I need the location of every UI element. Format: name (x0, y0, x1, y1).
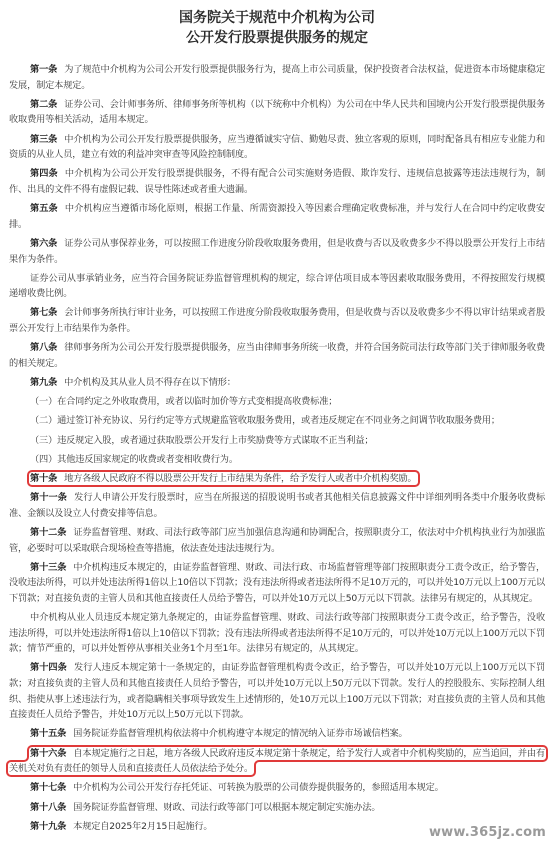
site-watermark: www.365jz.com (428, 825, 546, 840)
highlight-box (9, 748, 545, 775)
article-text: （二）通过签订补充协议、另行约定等方式规避监管收取服务费用，或者违反规定在不同业务之间调节收取服务费用； (30, 415, 500, 427)
article-text: 中介机构为公司公开发行股票提供服务，应当遵循诚实守信、勤勉尽责、独立客观的原则，同时配备具有相应专业能力和资质的从业人员，建立有效的利益冲突审查等风险控制制度。 (9, 133, 545, 161)
article-paragraph (9, 780, 545, 796)
article-paragraph (9, 660, 545, 722)
article-text: 发行人申请公开发行股票时，应当在所报送的招股说明书或者其他相关信息披露文件中详细列明各类中介服务收费标准、金额以及设立人付费安排等信息。 (9, 492, 545, 519)
article-number: 第十一条 (30, 492, 67, 504)
article-text: 证券公司、会计师事务所、律师事务所等机构（以下统称中介机构）为公司在中华人民共和国境内公开发行股票提供服务收取费用等相关活动，适用本规定。 (9, 98, 545, 126)
article-number: 第八条 (30, 342, 58, 354)
article-text: 自本规定施行之日起，地方各级人民政府违反本规定第十条规定，给予发行人或者中介机构奖励的，应当追回，并由有关机关对负有责任的领导人员和直接责任人员依法给予处分。 (9, 747, 546, 775)
article-paragraph (9, 375, 545, 391)
article-number: 第十三条 (30, 561, 67, 573)
article-paragraph (9, 271, 545, 302)
article-number: 第十九条 (30, 820, 67, 832)
article-text: 本规定自2025年2月15日起施行。 (73, 820, 213, 832)
article-paragraph (9, 490, 545, 521)
article-paragraph (9, 610, 545, 657)
article-text: 地方各级人民政府不得以股票公开发行上市结果为条件，给予发行人或者中介机构奖励。 (64, 472, 417, 484)
article-text: 中介机构为公司公开发行股票提供服务，不得有配合公司实施财务造假、欺诈发行、违规信息披露等违法违规行为，制作、出具的文件不得有虚假记载、误导性陈述或者重大遗漏。 (9, 168, 545, 195)
article-text: 中介机构应当遵循市场化原则，根据工作量、所需资源投入等因素合理确定收费标准，并与发行人在合同中约定收费安排。 (9, 203, 545, 230)
article-number: 第十七条 (30, 782, 67, 794)
article-text: 国务院证券监督管理机构依法将中介机构遵守本规定的情况纳入证券市场诚信档案。 (73, 728, 408, 740)
article-paragraph (9, 413, 545, 429)
article-number: 第十八条 (30, 801, 67, 813)
highlight-box (30, 473, 417, 484)
article-paragraph (9, 525, 545, 556)
article-text: （一）在合同约定之外收取费用，或者以临时加价等方式变相提高收费标准； (30, 396, 338, 408)
article-paragraph (9, 305, 545, 336)
article-number: 第十六条 (30, 747, 67, 759)
article-text: 中介机构从业人员违反本规定第九条规定的，由证券监督管理、财政、司法行政等部门按照职责分工责令改正，给予警告，没收违法所得，可以并处违法所得1倍以上10倍以下罚款；没有违法所得或者违法所得不足10万元的，可以并处10万元以上100万元以下罚款；情节严重的，可以并处暂停从事相关业务1个月至1年。法律另有规定的，从其规定。 (9, 612, 545, 655)
article-text: 中介机构为公司公开发行存托凭证、可转换为股票的公司债券提供服务的，参照适用本规定。 (73, 782, 444, 794)
article-text: 证券监督管理、财政、司法行政等部门应当加强信息沟通和协调配合，按照职责分工，依法对中介机构执业行为加强监管，必要时可以采取联合现场检查等措施，依法查处违法违规行为。 (9, 526, 546, 554)
article-number: 第六条 (30, 237, 58, 249)
highlighted-article-paragraph (9, 746, 545, 777)
article-paragraph (9, 726, 545, 742)
article-paragraph (9, 452, 545, 468)
article-text: 律师事务所为公司公开发行股票提供服务，应当由律师事务所统一收费，并符合国务院司法行政等部门关于律师服务收费的相关规定。 (9, 342, 545, 369)
article-paragraph (9, 800, 545, 816)
article-text: 发行人违反本规定第十一条规定的，由证券监督管理机构责令改正，给予警告，可以并处10万元以上100万元以下罚款；对直接负责的主管人员和其他直接责任人员给予警告，可以并处10万元以上50万元以下罚款。发行人的控股股东、实际控制人组织、指使从事上述违法行为，或者隐瞒相关事项导致发生上述情形的，处10万元以上100万元以下罚款；对直接负责的主管人员和其他直接责任人员给予警告，并处10万元以上50万元以下罚款。 (9, 662, 545, 721)
article-text: （三）违反规定入股，或者通过获取股票公开发行上市奖励费等方式谋取不正当利益； (30, 434, 374, 446)
article-number: 第一条 (30, 64, 58, 75)
document-body (9, 62, 545, 838)
article-number: 第十五条 (30, 728, 67, 740)
article-number: 第五条 (30, 203, 58, 215)
article-text: 会计师事务所执行审计业务，可以按照工作进度分阶段收取服务费用，但是收费与否以及收费多少不得以审计结果或者股票公开发行上市结果作为条件。 (9, 307, 545, 335)
article-paragraph (9, 236, 545, 267)
article-text: 为了规范中介机构为公司公开发行股票提供服务行为，提高上市公司质量，保护投资者合法权益，促进资本市场健康稳定发展，制定本规定。 (9, 64, 545, 91)
article-number: 第九条 (30, 377, 58, 389)
article-number: 第四条 (30, 168, 58, 180)
article-number: 第十四条 (30, 662, 67, 674)
article-text: （四）其他违反国家规定的收费或者变相收费行为。 (30, 453, 238, 465)
article-paragraph (9, 97, 545, 128)
document-title-line-1: 国务院关于规范中介机构为公司 (179, 10, 375, 26)
article-text: 中介机构及其从业人员不得存在以下情形： (64, 377, 236, 389)
article-number: 第二条 (30, 98, 58, 110)
article-number: 第十二条 (30, 526, 67, 538)
highlighted-article-paragraph (9, 471, 545, 487)
article-paragraph (9, 62, 545, 93)
article-paragraph (9, 201, 545, 232)
article-paragraph (9, 433, 545, 449)
article-paragraph (9, 394, 545, 410)
article-text: 国务院证券监督管理、财政、司法行政等部门可以根据本规定制定实施办法。 (73, 801, 381, 813)
article-paragraph (9, 340, 545, 371)
article-number: 第十条 (30, 472, 58, 484)
document-title-line-2: 公开发行股票提供服务的规定 (186, 30, 368, 46)
article-paragraph (9, 166, 545, 197)
article-number: 第七条 (30, 307, 58, 319)
article-text: 证券公司从事保荐业务，可以按照工作进度分阶段收取服务费用，但是收费与否以及收费多少不得以股票公开发行上市结果作为条件。 (9, 237, 545, 265)
article-paragraph (9, 560, 545, 607)
article-paragraph (9, 132, 545, 163)
article-number: 第三条 (30, 133, 58, 145)
article-text: 证券公司从事承销业务，应当符合国务院证券监督管理机构的规定，综合评估项目成本等因素收取服务费用，不得按照发行规模递增收费比例。 (9, 272, 545, 300)
article-text: 中介机构违反本规定的，由证券监督管理、财政、司法行政、市场监督管理等部门按照职责分工责令改正，给予警告，没收违法所得，可以并处违法所得1倍以上10倍以下罚款；没有违法所得或者违法所得不足10万元的，可以并处10万元以上100万元以下罚款；对直接负责的主管人员和其他直接责任人员给予警告，可以并处10万元以上50万元以下罚款。法律另有规定的，从其规定。 (9, 561, 546, 604)
